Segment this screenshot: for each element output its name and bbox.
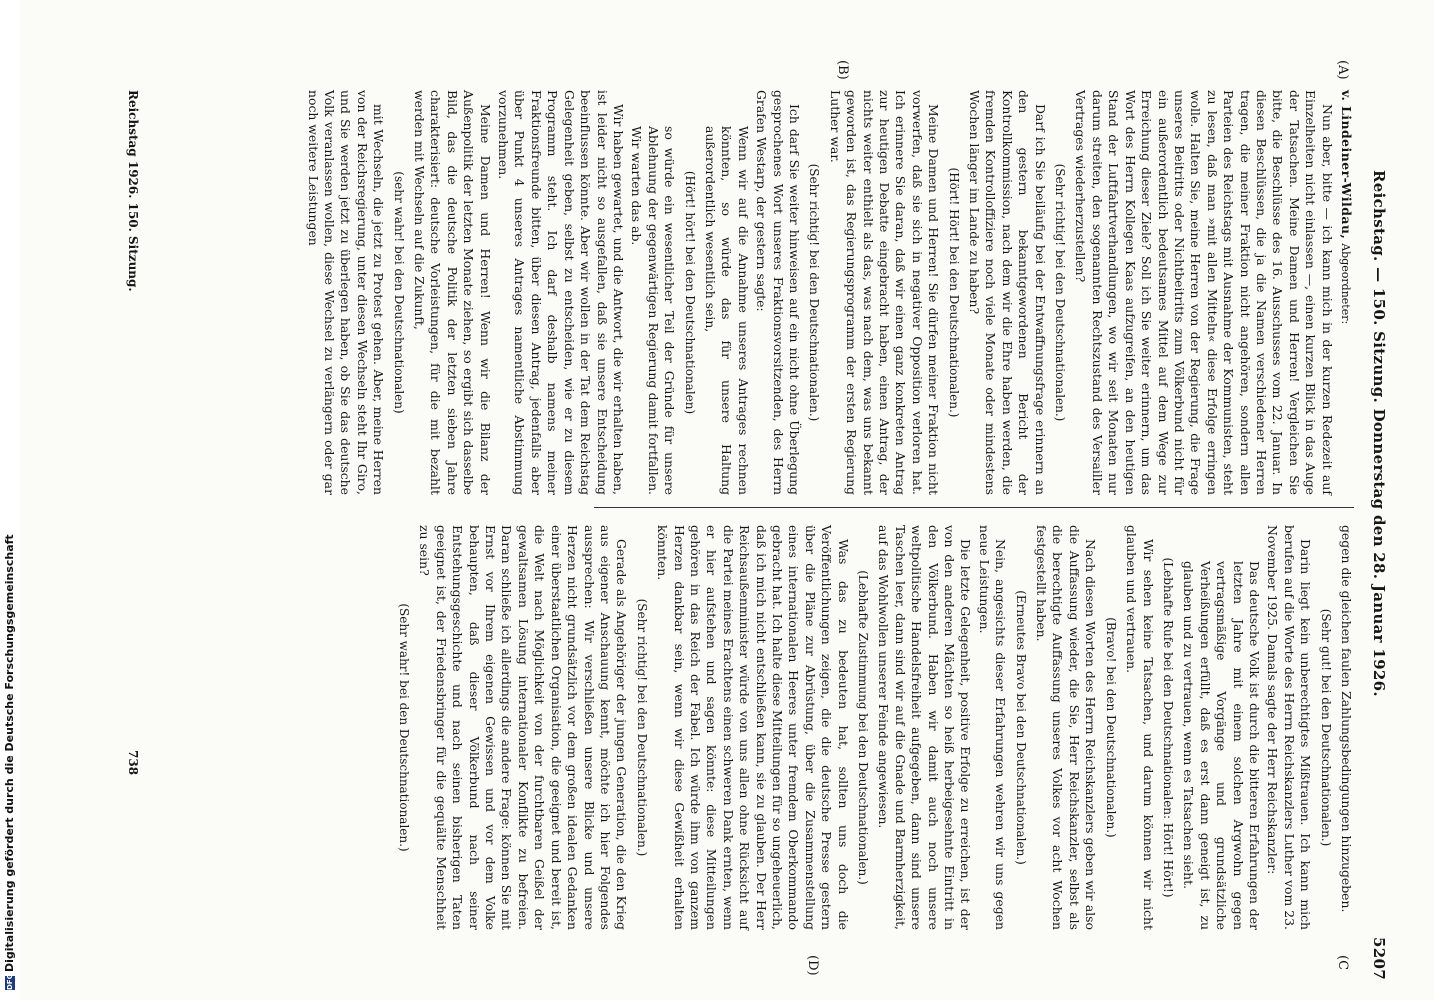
running-header [1364, 20, 1390, 980]
paragraph: Wir haben gewartet, und die Antwort, die wir erhalten haben, ist leider nicht so ausgefallen, daß sie unsere Entscheidung beeinflussen könnte. Aber wir wollen in der Tat dem Reichstag Gelegenheit geben, selbst zu entscheiden, wie er zu diesem Programm steht. Ich darf deshalb namens meiner Fraktionsfreunde bitten, über diesen Antrag, jedenfalls aber über Punkt 4 unseres Antrages namentliche Abstimmung vorzunehmen. [496, 90, 626, 495]
interjection: (Hört! Hört! bei den Deutschnationalen.) [946, 167, 961, 418]
paragraph: Darf ich Sie beiläufig bei der Entwaffnungsfrage erinnern an den gestern bekanntgewordenen Bericht der Kontrollkommission, nach dem wir die Ehre haben werden, die fremden Kontrolloffiziere noch viele Monate oder mindestens Wochen länger im Lande zu haben? [967, 90, 1048, 495]
paragraph: Die letzte Gelegenheit, positive Erfolge zu erreichen, ist der von den anderen Mächten so heiß herbeigesehnte Eintritt in den Völkerbund. Haben wir damit auch noch unsere weltpolitische Handelsfreiheit aufgegeben, dann sind unsere Taschen leer, dann sind wir auf die Gnade und Barmherzigkeit, auf das Wohlwollen unserer Feinde angewiesen. [876, 525, 974, 930]
paragraph: Wir sehen keine Tatsachen, und darum können wir nicht glauben und vertrauen. [1124, 525, 1156, 930]
interjection: (Erneutes Bravo bei den Deutschnationalen.) [1013, 590, 1028, 865]
footer-session: Reichstag 1926. 150. Sitzung. [126, 90, 140, 292]
interjection: (Sehr richtig! bei den Deutschnationalen.) [1053, 163, 1068, 422]
credit-text: Digitalisierung gefördert durch die Deutsche Forschungsgemeinschaft [3, 534, 16, 972]
text-column-left [224, 90, 1354, 495]
text-column-right [397, 525, 1354, 930]
margin-marker-c: (C [1335, 955, 1350, 971]
header-page-number: 5207 [1370, 937, 1388, 980]
interjection: (Sehr richtig! bei den Deutschnationalen.) [634, 598, 649, 857]
margin-marker-b: (B) [835, 60, 850, 80]
quotation: Das deutsche Volk ist durch die bitteren Erfahrungen der letzten Jahre mit einem solchen Argwohn gegen vertragsmäßige Vorgänge und grundsätzliche Verheißungen erfüllt, daß es erst dann geneigt ist, zu glauben und zu vertrauen, wenn es Tatsachen sieht. [1181, 561, 1262, 930]
margin-marker-a: (A) [1335, 60, 1350, 80]
quotation: Wenn wir auf die Annahme unseres Antrages rechnen könnten, so würde das für unsere Haltung außerordentlich wesentlich sein, [702, 126, 751, 495]
paragraph: Gerade als Angehöriger der jungen Generation, die den Krieg aus eigener Anschauung kennt, möchte ich hier Folgendes aussprechen: Wir verschließen unsere Blicke und unsere Herzen nicht grundsätzlich vor dem großen idealen Gedanken einer überstaatlichen Organisation, die geeignet und bereit ist, die Welt nach Möglichkeit von der furchtbaren Geißel der gewaltsamen Lösung internationaler Konflikte zu befreien. Daran schließe ich allerdings die andere Frage: können Sie mit Ernst vor Ihrem eigenen Gewissen und vor dem Volke behaupten, daß dieser Völkerbund nach seiner Entstehungsgeschichte und nach seinen bisherigen Taten geeignet ist, der Friedensbringer für die gequälte Menschheit zu sein? [417, 525, 630, 930]
interjection: (Sehr gut! bei den Deutschnationalen.) [1318, 608, 1333, 847]
paragraph: Meine Damen und Herren! Wenn wir die Bilanz der Außenpolitik der letzten Monate ziehen, so ergibt sich dasselbe Bild, das die deutsche Politik der letzten sieben Jahre charakterisiert: deutsche Vorleistungen, für die mit bezahlt werden mit Wechseln auf die Zukunft, [412, 90, 493, 495]
speaker-line [1337, 90, 1354, 495]
dfg-logo-icon: DFG [6, 973, 14, 990]
header-title: Reichstag. — 150. Sitzung. Donnerstag den 28. Januar 1926. [1370, 170, 1388, 697]
interjection: (Sehr wahr! bei den Deutschnationalen.) [397, 603, 412, 852]
interjection: (Lebhafte Rufe bei den Deutschnationalen: Hört! Hört!) [1160, 557, 1175, 898]
paragraph: Ich darf Sie weiter hinweisen auf ein nicht ohne Überlegung gesprochenes Wort unseres Fraktionsvorsitzenden, des Herrn Grafen Westarp, der gestern sagte: [754, 90, 802, 495]
interjection: (Bravo! bei den Deutschnationalen.) [1103, 617, 1118, 838]
speaker-role: Abgeordneter: [1339, 243, 1352, 325]
paragraph: mit Wechseln, die jetzt zu Protest gehen. Aber, meine Herren von der Reichsregierung, unter diesen Wechseln steht Ihr Giro, und Sie werden jetzt zu überlegen haben, ob Sie das deutsche Volk veranlassen wollen, diese Wechsel zu verlängern oder gar noch weitere Leistungen [305, 90, 387, 495]
paragraph: Nun aber, bitte — ich kann mich in der kurzen Redezeit auf Einzelheiten nicht einlassen —, einen kurzen Blick in das Auge der Tatsachen. Meine Damen und Herren! Vergleichen Sie bitte, die Beschlüsse des 16. Ausschusses vom 22. Januar. In diesen Beschlüssen, die ja die Namen verschiedener Herren tragen, die meiner Fraktion nicht angehören, sondern allen Parteien des Reichstags mit Ausnahme der Kommunisten, steht zu lesen, daß man »mit allen Mitteln« diese Erfolge erringen wolle. Halten Sie, meine Herren von der Regierung, die Frage unseres Beitritts oder Nichtbeitritts zum Völkerbund nicht für ein außerordentlich bedeutsames Mittel auf dem Wege zur Erreichung dieser Ziele? Soll ich Sie weiter erinnern, um das Wort des Herrn Kollegen Kaas aufzugreifen, an den heutigen Stand der Luftfahrtverhandlungen, wo wir seit Monaten nur darum streiten, den sogenannten Rechtszustand des Versailler Vertrages wiederherzustellen? [1073, 90, 1335, 495]
paragraph: Meine Damen und Herren! Sie dürfen meiner Fraktion nicht vorwerfen, daß sie sich in negativer Opposition verloren hat. Ich erinnere Sie daran, daß wir einen ganz konkreten Antrag zur heutigen Debatte eingebracht haben, einen Antrag, der nichts weiter enthielt als das, was nach dem, was uns bekannt geworden ist, das Regierungsprogramm der ersten Regierung Luther war. [827, 90, 942, 495]
paragraph: Was das zu bedeuten hat, sollten uns doch die Veröffentlichungen zeigen, die die deutsche Presse gestern über die Pläne zur Abrüstung, über die Zusammenstellung eines internationalen Heeres unter fremdem Oberkommando gebracht hat. Ich halte diese Mitteilungen für so ungeheuerlich, daß ich mich nicht entschließen kann, sie zu glauben. Der Herr Reichsaußenminister würde von uns allen ohne Rücksicht auf die Partei meines Erachtens einen schweren Dank ernten, wenn er hier aufstehen und sagen könnte: diese Mitteilungen gehören in das Reich der Fabel. Ich würde ihm von ganzem Herzen dankbar sein, wenn wir diese Gewißheit erhalten könnten. [655, 525, 851, 930]
interjection: (sehr wahr! bei den Deutschnationalen) [391, 171, 406, 414]
digitization-sidebar [0, 0, 20, 1000]
speaker-name: v. Lindeiner-Wildau, [1339, 90, 1354, 240]
paragraph: Darin liegt kein unberechtigtes Mißtrauen. Ich kann mich berufen auf die Worte des Herrn Reichskanzlers Luther vom 23. November 1925. Damals sagte der Herr Reichskanzler: [1265, 525, 1314, 930]
paragraph: gegen die gleichen faulen Zahlungsbedingungen hinzugeben. [1339, 525, 1354, 913]
column-divider [594, 507, 1354, 508]
quotation: so würde ein wesentlicher Teil der Gründe für unsere Ablehnung der gegenwärtigen Regierung damit fortfallen. Wir warten das ab. [629, 126, 678, 495]
paragraph: Nach diesen Worten des Herrn Reichskanzlers geben wir also die Auffassung wieder, die Sie, Herr Reichskanzler, selbst als die berechtigte Auffassung unseres Volkes vor acht Wochen festgestellt haben. [1034, 525, 1099, 930]
footer-page-number: 738 [126, 750, 140, 776]
interjection: (Hört! hört! bei den Deutschnationalen) [682, 170, 697, 415]
interjection: (Lebhafte Zustimmung bei den Deutschnationalen.) [856, 570, 871, 885]
paragraph: Nein, angesichts dieser Erfahrungen wehren wir uns gegen neue Leistungen. [976, 525, 1009, 930]
digitization-credit [3, 534, 16, 990]
rotated-document-page [110, 20, 1390, 980]
interjection: (Sehr richtig! bei den Deutschnationalen.) [807, 163, 822, 422]
margin-marker-d: (D) [805, 955, 820, 976]
